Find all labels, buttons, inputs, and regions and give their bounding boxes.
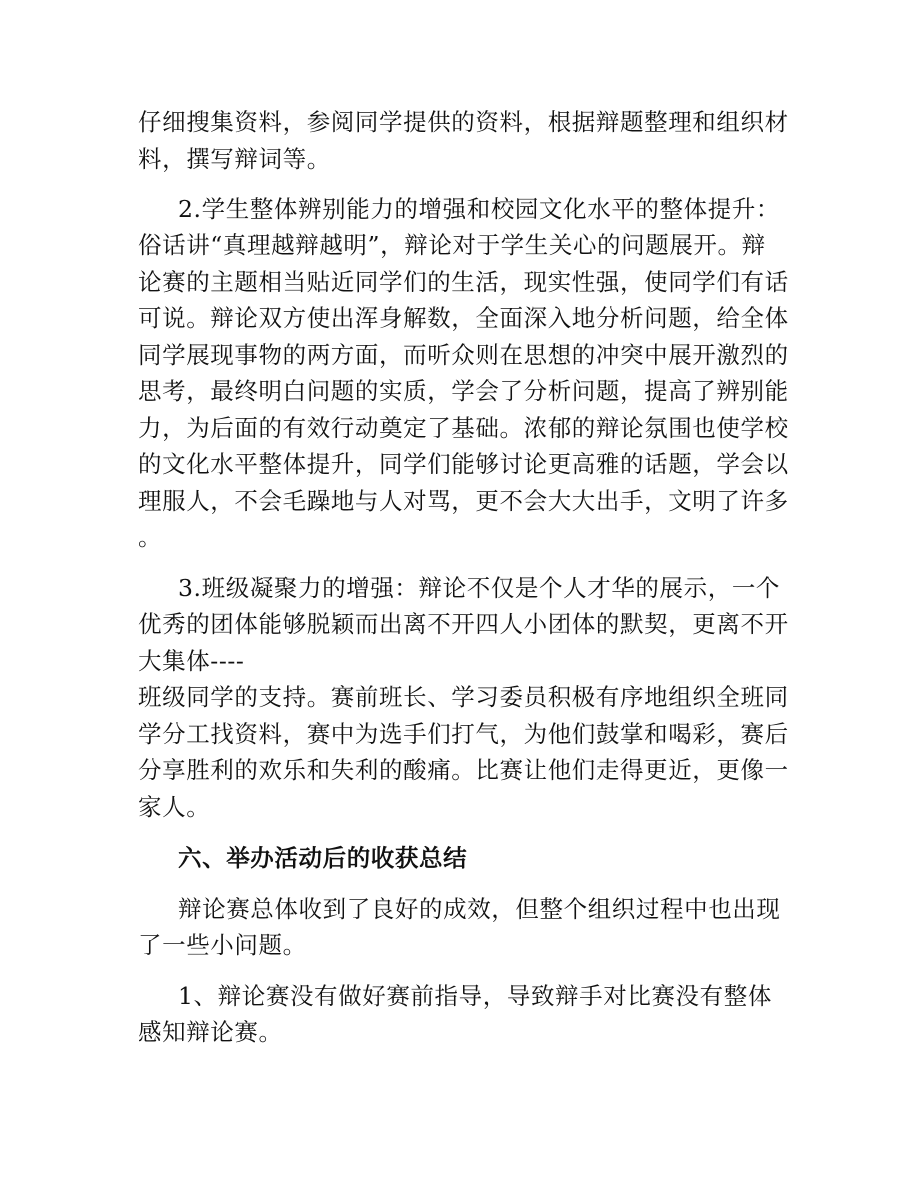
text-line: 了一些小问题。: [138, 931, 307, 959]
text-line: 班级同学的支持。赛前班长、学习委员积极有序地组织全班同: [138, 683, 789, 711]
text-line: 俗话讲“真理越辩越明”，辩论对于学生关心的问题展开。辩: [138, 231, 766, 259]
text-line: 理服人，不会毛躁地与人对骂，更不会大大出手，文明了许多: [138, 487, 789, 515]
text-line: 辩论赛总体收到了良好的成效，但整个组织过程中也出现: [178, 895, 781, 923]
text-line: 家人。: [138, 793, 211, 821]
text-line: 2.学生整体辨别能力的增强和校园文化水平的整体提升：: [178, 195, 781, 223]
text-line: 大集体----: [138, 647, 245, 675]
text-line: 学分工找资料，赛中为选手们打气，为他们鼓掌和喝彩，赛后: [138, 720, 789, 748]
text-line: 力，为后面的有效行动奠定了基础。浓郁的辩论氛围也使学校: [138, 414, 789, 442]
text-line: 的文化水平整体提升，同学们能够讨论更高雅的话题，学会以: [138, 450, 789, 478]
text-line: 同学展现事物的两方面，而听众则在思想的冲突中展开激烈的: [138, 341, 789, 369]
text-line: 论赛的主题相当贴近同学们的生活，现实性强，使同学们有话: [138, 268, 789, 296]
text-line: 仔细搜集资料，参阅同学提供的资料，根据辩题整理和组织材: [138, 108, 789, 136]
text-line: 1、辩论赛没有做好赛前指导，导致辩手对比赛没有整体: [178, 982, 772, 1010]
text-line: 料，撰写辩词等。: [138, 145, 331, 173]
text-line: 分享胜利的欢乐和失利的酸痛。比赛让他们走得更近，更像一: [138, 756, 789, 784]
text-line: 思考，最终明白问题的实质，学会了分析问题，提高了辨别能: [138, 377, 789, 405]
text-line: 。: [138, 523, 163, 551]
section-heading: 六、举办活动后的收获总结: [178, 844, 468, 872]
text-line: 优秀的团体能够脱颖而出离不开四人小团体的默契，更离不开: [138, 610, 789, 638]
text-line: 可说。辩论双方使出浑身解数，全面深入地分析问题，给全体: [138, 304, 789, 332]
text-line: 3.班级凝聚力的增强：辩论不仅是个人才华的展示，一个: [178, 574, 781, 602]
text-line: 感知辩论赛。: [138, 1018, 283, 1046]
